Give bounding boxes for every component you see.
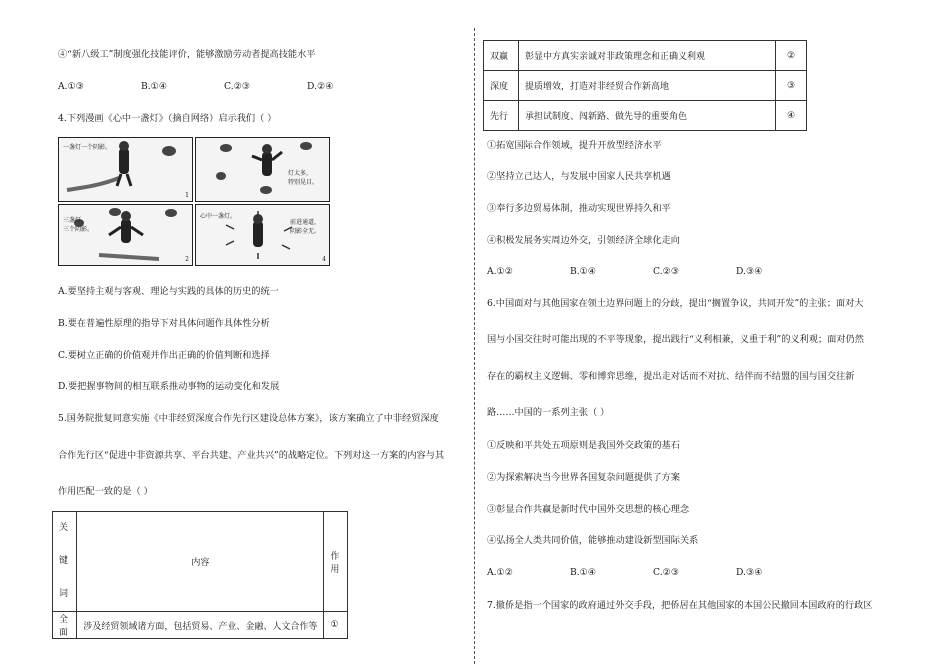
question-5-item-2: ②坚持立己达人，与发展中国家人民共享机遇 bbox=[487, 171, 671, 182]
question-5-stem-line-2: 合作先行区“促进中非资源共享、平台共建、产业共兴”的战略定位。下列对这一方案的内容与其 bbox=[58, 450, 445, 461]
option-c[interactable]: C.②③ bbox=[653, 567, 680, 578]
option-a[interactable]: A.①③ bbox=[58, 81, 85, 92]
cell-keyword: 先行 bbox=[484, 101, 519, 131]
comic-caption-5: 前进通道， 阴影全无。 bbox=[290, 219, 321, 235]
question-6-item-1: ①反映和平共处五项原则是我国外交政策的基石 bbox=[487, 440, 680, 451]
cell-effect: ① bbox=[324, 612, 348, 639]
question-4-stem: 4.下列漫画《心中一盏灯》（摘自网络）启示我们（ ） bbox=[58, 113, 277, 124]
cell-content: 提质增效，打造对非经贸合作新高地 bbox=[519, 71, 776, 101]
option-d[interactable]: D.③④ bbox=[736, 567, 763, 578]
cell-keyword: 全面 bbox=[53, 612, 77, 639]
option-b[interactable]: B.①④ bbox=[570, 567, 597, 578]
question-4-option-a[interactable]: A.要坚持主观与客观、理论与实践的具体的历史的统一 bbox=[58, 286, 279, 297]
question-6-stem-line-4: 路……中国的一系列主张（ ） bbox=[487, 407, 610, 418]
comic-caption-2: 灯太多， 特别晃目。 bbox=[288, 170, 319, 186]
question-5-item-4: ④积极发展务实周边外交，引领经济全球化走向 bbox=[487, 235, 680, 246]
question-7-stem-line-1: 7.撤侨是指一个国家的政府通过外交手段，把侨居在其他国家的本国公民撤回本国政府的行政区 bbox=[487, 600, 873, 611]
option-a[interactable]: A.①② bbox=[487, 567, 514, 578]
comic-panel-1 bbox=[58, 137, 193, 202]
comic-panel-3 bbox=[58, 204, 193, 266]
question-4-option-b[interactable]: B.要在普遍性原理的指导下对具体问题作具体性分析 bbox=[58, 318, 270, 329]
cell-keyword: 深度 bbox=[484, 71, 519, 101]
table-row bbox=[53, 612, 348, 639]
cell-keyword: 双赢 bbox=[484, 41, 519, 71]
comic-number-2: 2 bbox=[185, 256, 189, 263]
question-6-stem-line-1: 6.中国面对与其他国家在领土边界问题上的分歧，提出“搁置争议，共同开发”的主张；面对大 bbox=[487, 298, 864, 309]
comic-caption-4: 心中一盏灯。 bbox=[200, 213, 237, 220]
table-row bbox=[484, 41, 807, 71]
cell-content: 承担试制度、闯新路、做先导的重要角色 bbox=[519, 101, 776, 131]
question-5-stem-line-3: 作用匹配一致的是（ ） bbox=[58, 486, 153, 497]
table-row bbox=[484, 71, 807, 101]
option-a[interactable]: A.①② bbox=[487, 266, 514, 277]
comic-caption-1: 一盏灯一个阴影。 bbox=[63, 144, 112, 151]
option-c[interactable]: C.②③ bbox=[653, 266, 680, 277]
comic-panel-4 bbox=[195, 204, 330, 266]
option-d[interactable]: D.③④ bbox=[736, 266, 763, 277]
question-5-stem-line-1: 5.国务院批复同意实施《中非经贸深度合作先行区建设总体方案》，该方案确立了中非经贸深度 bbox=[58, 413, 439, 424]
cell-content: 彰显中方真实亲诚对非政策理念和正确义利观 bbox=[519, 41, 776, 71]
option-b[interactable]: B.①④ bbox=[570, 266, 597, 277]
question-6-stem-line-2: 国与小国交往时可能出现的不平等现象，提出践行“义利相兼，义重于利”的义利观；面对仍然 bbox=[487, 334, 864, 345]
comic-number-1: 1 bbox=[185, 192, 189, 199]
comic-panel-2 bbox=[195, 137, 330, 202]
question-6-item-4: ④弘扬全人类共同价值，能够推动建设新型国际关系 bbox=[487, 535, 699, 546]
cell-effect: ③ bbox=[776, 71, 807, 101]
question-5-table-part-1 bbox=[52, 511, 348, 639]
column-divider bbox=[474, 28, 476, 664]
comic-number-4: 4 bbox=[322, 256, 326, 263]
question-5-table-part-2 bbox=[483, 40, 807, 131]
question-5-item-1: ①拓宽国际合作领域，提升开放型经济水平 bbox=[487, 140, 662, 151]
question-6-item-2: ②为探索解决当今世界各国复杂问题提供了方案 bbox=[487, 472, 680, 483]
option-b[interactable]: B.①④ bbox=[141, 81, 168, 92]
question-4-option-c[interactable]: C.要树立正确的价值观并作出正确的价值判断和选择 bbox=[58, 350, 270, 361]
comic-figure-3 bbox=[59, 205, 192, 265]
cell-effect: ② bbox=[776, 41, 807, 71]
option-d[interactable]: D.②④ bbox=[307, 81, 334, 92]
question-4-option-d[interactable]: D.要把握事物间的相互联系推动事物的运动变化和发展 bbox=[58, 381, 280, 392]
question-6-options bbox=[487, 567, 819, 579]
question-5-item-3: ③奉行多边贸易体制，推动实现世界持久和平 bbox=[487, 203, 671, 214]
header-content: 内容 bbox=[77, 512, 324, 612]
question-6-stem-line-3: 存在的霸权主义逻辑、零和博弈思维，提出走对话而不对抗、结伴而不结盟的国与国交往新 bbox=[487, 371, 855, 382]
table-row bbox=[484, 101, 807, 131]
cell-effect: ④ bbox=[776, 101, 807, 131]
header-keyword: 关键 词 bbox=[53, 512, 77, 612]
question-3-options bbox=[58, 81, 390, 93]
header-effect: 作用 bbox=[324, 512, 348, 612]
question-3-item-4: ④“新八级工”制度强化技能评价，能够激励劳动者提高技能水平 bbox=[58, 49, 316, 60]
question-5-options bbox=[487, 266, 819, 278]
question-6-item-3: ③彰显合作共赢是新时代中国外交思想的核心理念 bbox=[487, 504, 690, 515]
table-header-row bbox=[53, 512, 348, 612]
cell-content: 涉及经贸领域诸方面，包括贸易、产业、金融、人文合作等 bbox=[77, 612, 324, 639]
comic-caption-3: 三盏灯， 三个阴影。 bbox=[63, 217, 94, 233]
option-c[interactable]: C.②③ bbox=[224, 81, 251, 92]
